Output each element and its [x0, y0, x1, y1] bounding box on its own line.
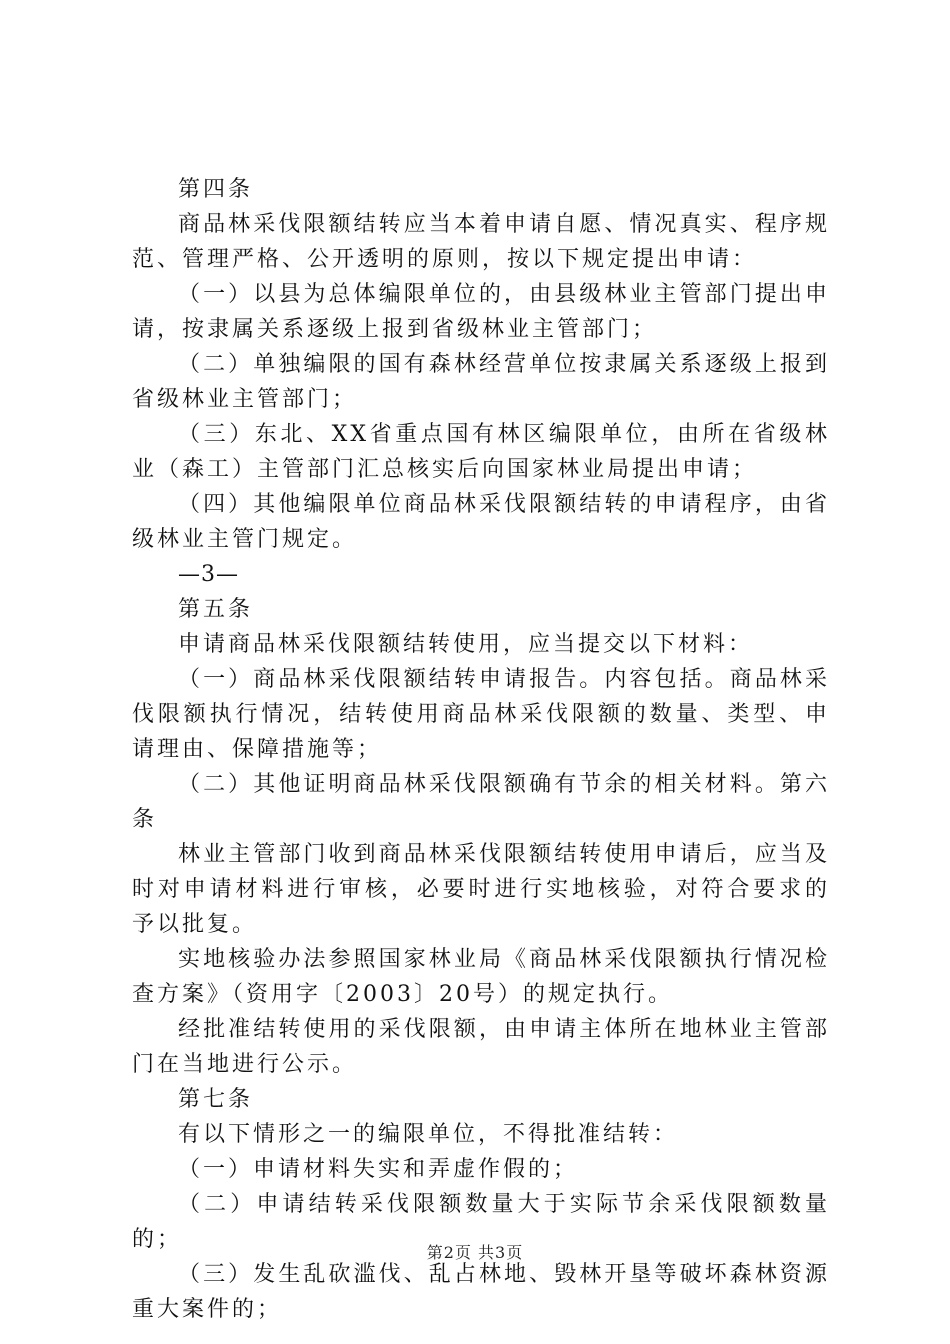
list-item: （二）申请结转采伐限额数量大于实际节余采伐限额数量的； — [132, 1192, 830, 1252]
list-item: （四）其他编限单位商品林采伐限额结转的申请程序，由省级林业主管门规定。 — [132, 492, 830, 552]
list-item: （二）单独编限的国有森林经营单位按隶属关系逐级上报到省级林业主管部门； — [132, 352, 830, 412]
paragraph: 申请商品林采伐限额结转使用，应当提交以下材料： — [178, 632, 754, 657]
paragraph: 商品林采伐限额结转应当本着申请自愿、情况真实、程序规范、管理严格、公开透明的原则，按以下规定提出申请： — [132, 212, 830, 272]
article-heading-5: 第五条 — [178, 597, 254, 622]
article-heading-4: 第四条 — [178, 177, 254, 202]
article-heading-7: 第七条 — [178, 1087, 254, 1112]
paragraph: 经批准结转使用的采伐限额，由申请主体所在地林业主管部门在当地进行公示。 — [132, 1017, 830, 1077]
paragraph: 实地核验办法参照国家林业局《商品林采伐限额执行情况检查方案》（资用字〔2003〕20号）的规定执行。 — [132, 947, 830, 1007]
list-item: （三）东北、XX省重点国有林区编限单位，由所在省级林业（森工）主管部门汇总核实后向国家林业局提出申请； — [132, 422, 830, 482]
page-footer: 第2页 共3页 — [426, 1243, 524, 1262]
list-item: （一）以县为总体编限单位的，由县级林业主管部门提出申请，按隶属关系逐级上报到省级林业主管部门； — [132, 282, 830, 342]
list-item: （一）商品林采伐限额结转申请报告。内容包括。商品林采伐限额执行情况，结转使用商品林采伐限额的数量、类型、申请理由、保障措施等； — [132, 667, 830, 762]
list-item: （三）发生乱砍滥伐、乱占林地、毁林开垦等破坏森林资源重大案件的； — [132, 1262, 830, 1322]
document-body — [132, 172, 830, 1327]
paragraph: 林业主管部门收到商品林采伐限额结转使用申请后，应当及时对申请材料进行审核，必要时进行实地核验，对符合要求的予以批复。 — [132, 842, 830, 937]
inline-page-number: —3— — [178, 562, 239, 587]
list-item: （一）申请材料失实和弄虚作假的； — [178, 1157, 579, 1182]
paragraph: 有以下情形之一的编限单位，不得批准结转： — [178, 1122, 679, 1147]
list-item: （二）其他证明商品林采伐限额确有节余的相关材料。第六条 — [132, 772, 830, 832]
